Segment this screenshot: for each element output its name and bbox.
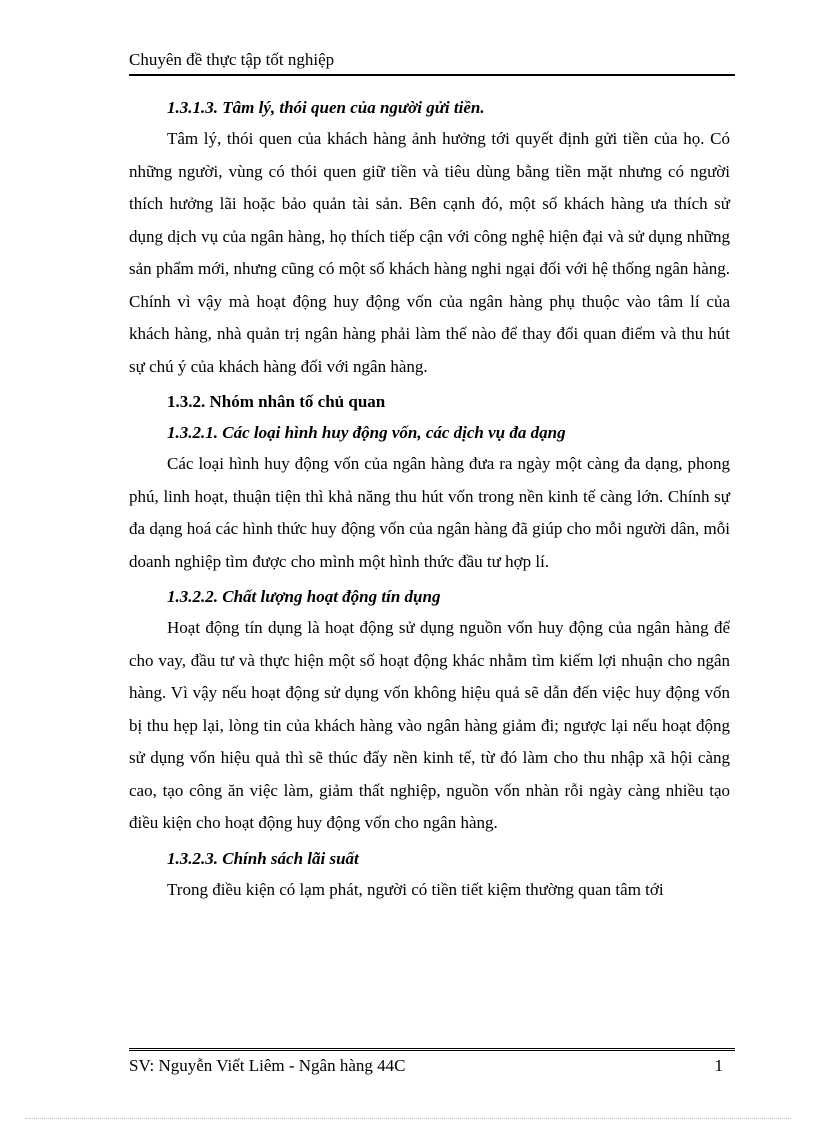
page-edge-divider [25,1118,791,1119]
running-title: Chuyên đề thực tập tốt nghiệp [129,50,335,69]
paragraph-interest-policy: Trong điều kiện có lạm phát, người có tiền tiết kiệm thường quan tâm tới [167,879,664,899]
heading-1-3-2-3: 1.3.2.3. Chính sách lãi suất [167,848,359,868]
paragraph-customer-psychology: Tâm lý, thói quen của khách hàng ảnh hưởng tới quyết định gửi tiền của họ. Có những người, vùng có thói quen giữ tiền và tiêu dùng bằng tiền mặt nhưng có người thích hưởng lãi hoặc bảo quản tài sản. Bên cạnh đó, một số khách hàng ưa thích sử dụng dịch vụ của ngân hàng, họ thích tiếp cận với công nghệ hiện đại và sử dụng những sản phẩm mới, nhưng cũng có một số khách hàng nghi ngại đối với hệ thống ngân hàng. Chính vì vậy mà hoạt động huy động vốn của ngân hàng phụ thuộc vào tâm lí của khách hàng, nhà quản trị ngân hàng phải làm thế nào để thay đổi quan điểm và thu hút sự chú ý của khách hàng đối với ngân hàng. [129,129,730,376]
paragraph-credit-quality: Hoạt động tín dụng là hoạt động sử dụng nguồn vốn huy động của ngân hàng để cho vay, đầu tư và thực hiện một số hoạt động khác nhằm tìm kiếm lợi nhuận cho ngân hàng. Vì vậy nếu hoạt động sử dụng vốn không hiệu quả sẽ dẫn đến việc huy động vốn bị thu hẹp lại, lòng tin của khách hàng vào ngân hàng giảm đi; ngược lại nếu hoạt động sử dụng vốn hiệu quả thì sẽ thúc đẩy nền kinh tế, từ đó làm cho thu nhập xã hội càng cao, tạo công ăn việc làm, giảm thất nghiệp, nguồn vốn nhàn rỗi ngày càng nhiều tạo điều kiện cho hoạt động huy động vốn cho ngân hàng. [129,618,730,832]
heading-1-3-1-3: 1.3.1.3. Tâm lý, thói quen của người gửi tiền. [167,98,485,117]
heading-1-3-2-1: 1.3.2.1. Các loại hình huy động vốn, các dịch vụ đa dạng [167,423,566,442]
page-number: 1 [714,1056,723,1075]
heading-1-3-2-2: 1.3.2.2. Chất lượng hoạt động tín dụng [167,587,441,606]
heading-1-3-2: 1.3.2. Nhóm nhân tố chủ quan [167,392,386,411]
page-footer [129,1048,735,1077]
document-body [129,92,730,906]
paragraph-mobilization-types: Các loại hình huy động vốn của ngân hàng đưa ra ngày một càng đa dạng, phong phú, linh hoạt, thuận tiện thì khả năng thu hút vốn trong nền kinh tế càng lớn. Chính sự đa dạng hoá các hình thức huy động vốn của ngân hàng đã giúp cho mỗi người dân, mỗi doanh nghiệp tìm được cho mình một hình thức đầu tư hợp lí. [129,454,730,571]
footer-student-info: SV: Nguyễn Viết Liêm - Ngân hàng 44C [129,1056,406,1075]
page-header [129,48,735,76]
